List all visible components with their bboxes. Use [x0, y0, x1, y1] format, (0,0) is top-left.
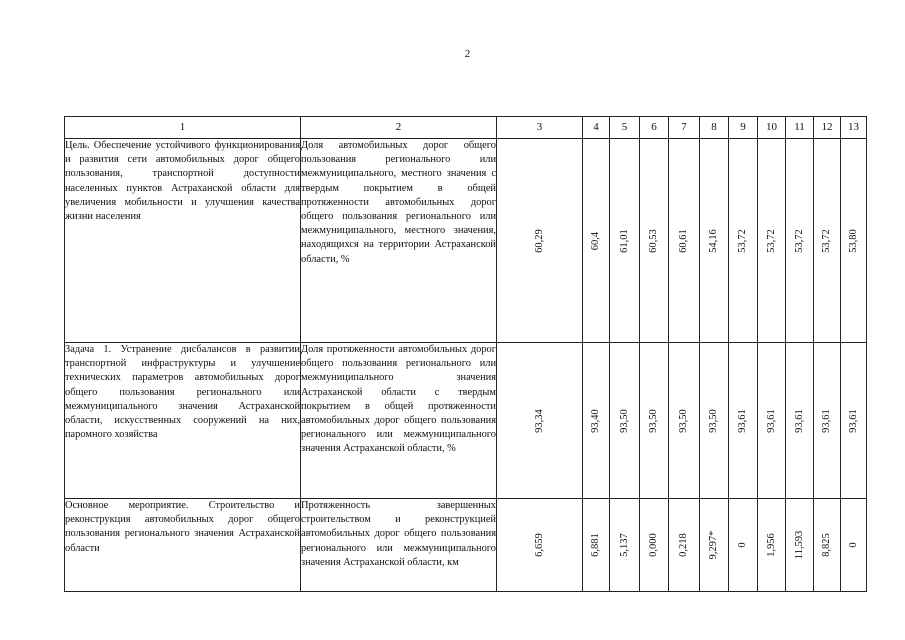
header-cell: 6: [640, 117, 669, 139]
header-cell: 13: [841, 117, 867, 139]
value-cell: 53,72: [736, 228, 748, 253]
header-cell: 7: [669, 117, 700, 139]
value-cell: 8,825: [820, 533, 832, 557]
indicator-description: Доля протяженности автомобильных дорог общего пользования регионального или межмуниципального значения Астраханской области с твердым покрытием в общей протяженности автомобильных дорог общего пользования регионального или межмуниципального значения Астраханской области, %: [301, 343, 497, 499]
table-row: [65, 343, 867, 499]
value-cell: 93,61: [847, 408, 859, 433]
header-cell: 10: [758, 117, 786, 139]
task-description: Задача 1. Устранение дисбалансов в развитии транспортной инфраструктуры и улучшение технических параметров автомобильных дорог общего пользования регионального или межмуниципального значения Астраханской области, искусственных сооружений на них, паромного хозяйства: [65, 343, 301, 499]
header-cell: 12: [814, 117, 841, 139]
value-cell: 9,297*: [707, 530, 719, 560]
value-cell: 93,61: [765, 408, 777, 433]
value-cell: 93,40: [589, 408, 601, 433]
page-number: 2: [464, 48, 471, 60]
value-cell: 60,53: [647, 228, 659, 253]
value-cell: 53,72: [765, 228, 777, 253]
value-cell: 93,50: [647, 408, 659, 433]
header-cell: 3: [497, 117, 583, 139]
value-cell: 93,61: [793, 408, 805, 433]
value-cell: 0,218: [677, 533, 689, 557]
header-cell: 2: [301, 117, 497, 139]
value-cell: 53,72: [793, 228, 805, 253]
value-cell: 6,659: [533, 533, 545, 557]
value-cell: 60,4: [589, 231, 601, 250]
value-cell: 6,881: [589, 533, 601, 557]
value-cell: 1,956: [765, 533, 777, 557]
indicators-table: [64, 116, 867, 592]
header-cell: 1: [65, 117, 301, 139]
value-cell: 93,50: [618, 408, 630, 433]
value-cell: 93,34: [533, 408, 545, 433]
value-cell: 5,137: [618, 533, 630, 557]
table-row: [65, 499, 867, 592]
value-cell: 93,61: [820, 408, 832, 433]
header-cell: 9: [729, 117, 758, 139]
value-cell: 61,01: [618, 228, 630, 253]
value-cell: 11,593: [793, 530, 805, 560]
value-cell: 53,80: [847, 228, 859, 253]
header-cell: 11: [786, 117, 814, 139]
value-cell: 93,50: [707, 408, 719, 433]
table-row: [65, 139, 867, 343]
indicator-description: Доля автомобильных дорог общего пользования регионального или межмуниципального, местного значения с твердым покрытием в общей протяженности автомобильных дорог общего пользования регионального или межмуниципального, местного значения, находящихся на территории Астраханской области, %: [301, 139, 497, 343]
value-cell: 0: [736, 542, 748, 548]
header-cell: 5: [610, 117, 640, 139]
goal-description: Цель. Обеспечение устойчивого функционирования и развития сети автомобильных дорог общего пользования, транспортной доступности населенных пунктов Астраханской области для увеличения мобильности и улучшения качества жизни населения: [65, 139, 301, 343]
value-cell: 93,61: [736, 408, 748, 433]
value-cell: 0: [847, 542, 859, 548]
header-cell: 8: [700, 117, 729, 139]
table-header-row: [65, 117, 867, 139]
value-cell: 0,000: [647, 533, 659, 557]
header-cell: 4: [583, 117, 610, 139]
value-cell: 60,29: [533, 228, 545, 253]
activity-description: Основное мероприятие. Строительство и реконструкция автомобильных дорог общего пользования регионального значения Астраханской области: [65, 499, 301, 592]
indicator-description: Протяженность завершенных строительством и реконструкцией автомобильных дорог общего пользования регионального или межмуниципального значения Астраханской области, км: [301, 499, 497, 592]
value-cell: 53,72: [820, 228, 832, 253]
value-cell: 60,61: [677, 228, 689, 253]
value-cell: 93,50: [677, 408, 689, 433]
value-cell: 54,16: [707, 228, 719, 253]
